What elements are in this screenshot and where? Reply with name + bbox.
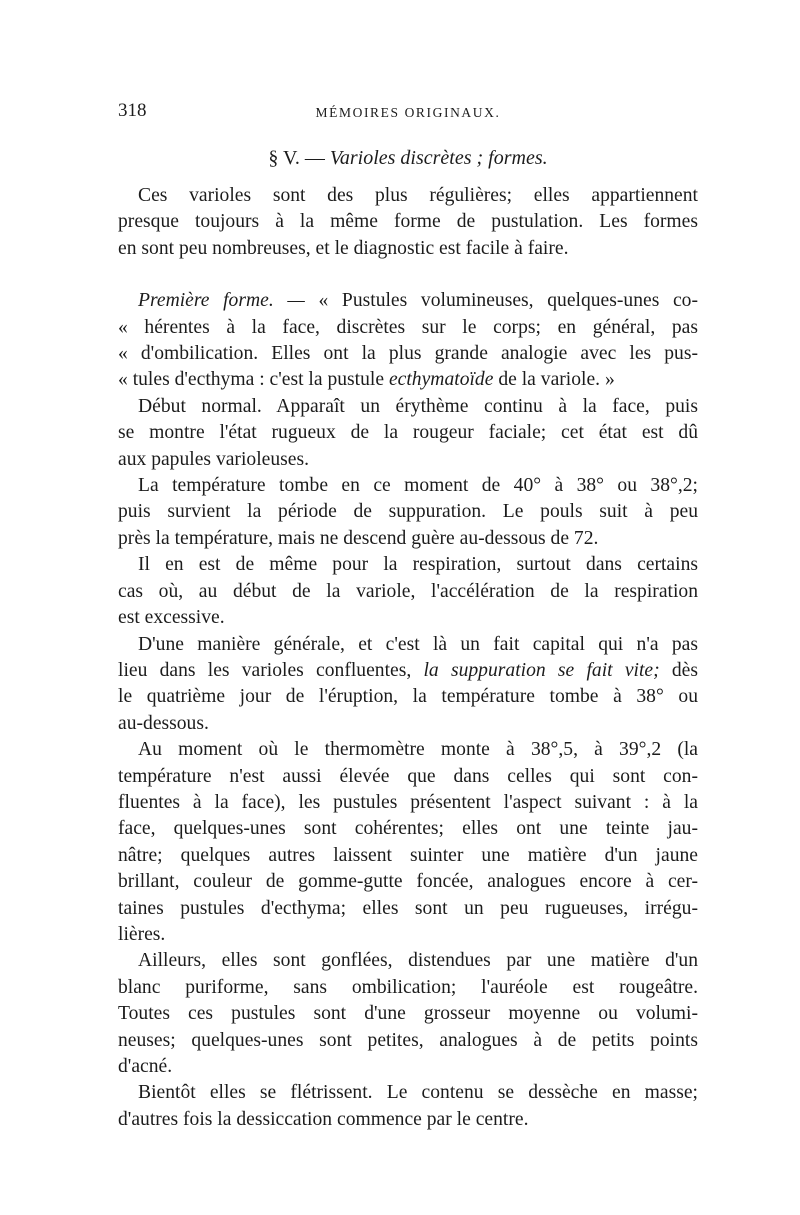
text-line: se montre l'état rugueux de la rougeur faciale; cet état est dû bbox=[118, 422, 698, 444]
text-line: aux papules varioleuses. bbox=[118, 448, 309, 470]
text-line: d'autres fois la dessiccation commence par le centre. bbox=[118, 1108, 529, 1130]
text-line: puis survient la période de suppuration. Le pouls suit à peu bbox=[118, 501, 698, 523]
text-line: presque toujours à la même forme de pustulation. Les formes bbox=[118, 211, 698, 233]
paragraph bbox=[118, 948, 698, 1080]
text-line: d'acné. bbox=[118, 1056, 173, 1077]
paragraph bbox=[118, 394, 698, 473]
section-title-text: Varioles discrètes ; formes. bbox=[329, 147, 548, 169]
text-line: au-dessous. bbox=[118, 712, 209, 734]
text-fragment: de la variole. » bbox=[493, 369, 615, 391]
text-fragment: « Pustules volumineuses, quelques-unes co- bbox=[304, 290, 698, 312]
page-number: 318 bbox=[118, 100, 147, 121]
page-header bbox=[118, 100, 698, 130]
text-line: cas où, au début de la variole, l'accélération de la respiration bbox=[118, 580, 698, 602]
text-line: Au moment où le thermomètre monte à 38°,5, à 39°,2 (la bbox=[138, 739, 698, 761]
text-line: « hérentes à la face, discrètes sur le corps; en général, pas bbox=[118, 316, 698, 338]
text-line: blanc puriforme, sans ombilication; l'auréole est rougeâtre. bbox=[118, 976, 698, 998]
text-line: température n'est aussi élevée que dans celles qui sont con- bbox=[118, 765, 698, 787]
text-line: D'une manière générale, et c'est là un fait capital qui n'a pas bbox=[138, 633, 698, 655]
text-line bbox=[118, 658, 698, 684]
text-line: Bientôt elles se flétrissent. Le contenu se dessèche en masse; bbox=[138, 1082, 698, 1104]
text-line bbox=[118, 288, 698, 314]
section-heading bbox=[118, 147, 698, 170]
text-line: nâtre; quelques autres laissent suinter une matière d'un jaune bbox=[118, 844, 698, 866]
text-fragment: dès bbox=[659, 659, 698, 681]
text-line: Ces varioles sont des plus régulières; elles appartiennent bbox=[138, 185, 698, 206]
paragraph bbox=[118, 632, 698, 738]
text-fragment: « tules d'ecthyma : c'est la pustule bbox=[118, 369, 389, 391]
text-line: fluentes à la face), les pustules présentent l'aspect suivant : à la bbox=[118, 791, 698, 813]
text-line bbox=[118, 367, 698, 393]
running-head: MÉMOIRES ORIGINAUX. bbox=[315, 105, 501, 120]
paragraph bbox=[118, 552, 698, 631]
text-line: taines pustules d'ecthyma; elles sont un peu rugueuses, irrégu- bbox=[118, 897, 698, 919]
text-line: Ailleurs, elles sont gonflées, distendues par une matière d'un bbox=[138, 950, 698, 972]
text-line: près la température, mais ne descend guère au-dessous de 72. bbox=[118, 527, 599, 549]
paragraph bbox=[118, 473, 698, 552]
text-line: neuses; quelques-unes sont petites, analogues à de petits points bbox=[118, 1029, 698, 1051]
text-line: en sont peu nombreuses, et le diagnostic est facile à faire. bbox=[118, 237, 569, 259]
text-line: est excessive. bbox=[118, 607, 225, 629]
text-line: face, quelques-unes sont cohérentes; elles ont une teinte jau- bbox=[118, 818, 698, 840]
text-line: « d'ombilication. Elles ont la plus grande analogie avec les pus- bbox=[118, 343, 698, 365]
italic-term: ecthymatoïde bbox=[388, 369, 494, 391]
paragraph bbox=[118, 288, 698, 394]
paragraph bbox=[118, 1080, 698, 1133]
paragraph bbox=[118, 183, 698, 262]
text-line: La température tombe en ce moment de 40° à 38° ou 38°,2; bbox=[138, 475, 698, 497]
body-text bbox=[118, 183, 698, 1133]
text-fragment: lieu dans les varioles confluentes, bbox=[118, 659, 424, 681]
italic-emphasis: la suppuration se fait vite; bbox=[423, 659, 660, 681]
text-line: Il en est de même pour la respiration, surtout dans certains bbox=[138, 554, 698, 576]
text-line: Toutes ces pustules sont d'une grosseur moyenne ou volumi- bbox=[118, 1003, 698, 1025]
text-line: lières. bbox=[118, 923, 166, 945]
text-line: brillant, couleur de gomme-gutte foncée, analogues encore à cer- bbox=[118, 871, 698, 893]
section-number: § V. — bbox=[268, 147, 325, 169]
text-line: Début normal. Apparaît un érythème continu à la face, puis bbox=[138, 395, 698, 417]
text-line: le quatrième jour de l'éruption, la température tombe à 38° ou bbox=[118, 686, 698, 708]
paragraph bbox=[118, 737, 698, 948]
form-label: Première forme. — bbox=[138, 290, 305, 312]
